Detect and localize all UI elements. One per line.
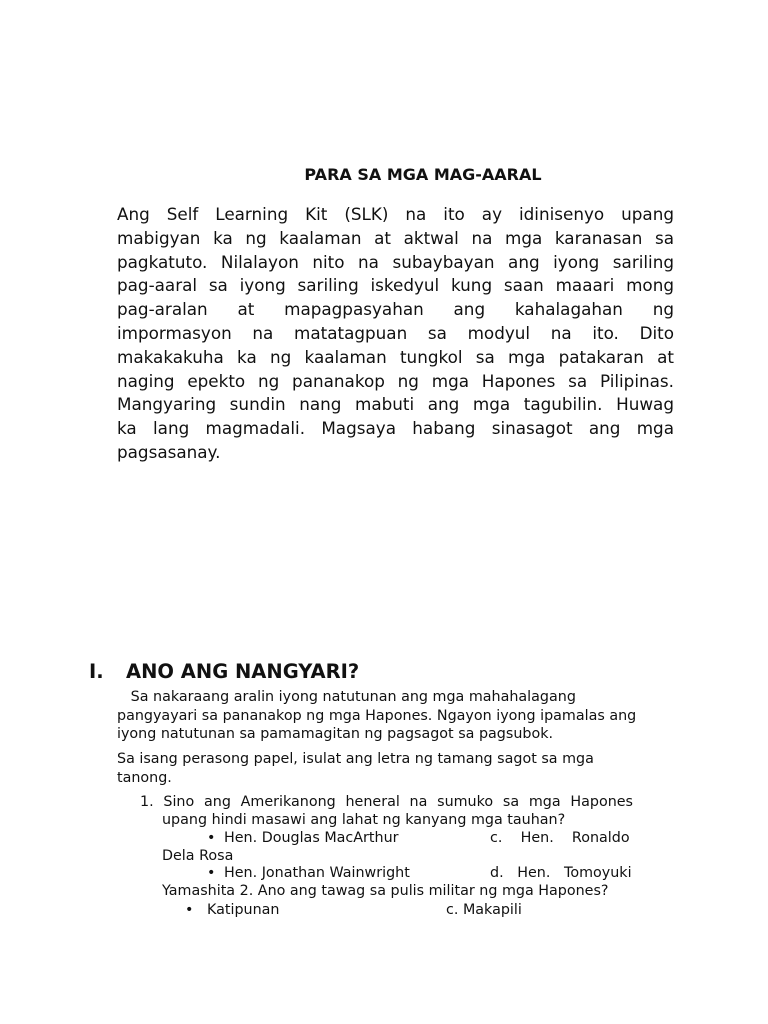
option-a: Hen. Douglas MacArthur xyxy=(224,830,399,846)
intro-line: pagsasanay. xyxy=(117,441,221,462)
bullet-icon: • xyxy=(207,830,216,846)
option-c-continued: Dela Rosa xyxy=(162,848,234,864)
intro-line: Ang Self Learning Kit (SLK) na ito ay idinisenyo upang xyxy=(117,204,674,224)
intro-line: mabigyan ka ng kaalaman at aktwal na mga karanasan sa xyxy=(117,227,674,248)
paragraph-line: tanong. xyxy=(117,769,172,786)
option-d: d. Hen. Tomoyuki xyxy=(490,865,632,881)
intro-line: pag-aralan at mapagpasyahan ang kahalagahan ng xyxy=(117,299,674,320)
intro-paragraph xyxy=(117,203,674,465)
paragraph-line: Sa isang perasong papel, isulat ang letra ng tamang sagot sa mga xyxy=(117,751,594,767)
bullet-icon: • xyxy=(207,865,216,881)
intro-line: makakakuha ka ng kaalaman tungkol sa mga patakaran at xyxy=(117,346,674,367)
section-title: ANO ANG NANGYARI? xyxy=(126,660,360,683)
section-intro-paragraph xyxy=(117,688,677,744)
q2-option-c: c. Makapili xyxy=(446,902,522,918)
paragraph-line: iyong natutunan sa pamamagitan ng pagsagot sa pagsubok. xyxy=(117,726,554,742)
option-b: Hen. Jonathan Wainwright xyxy=(224,865,410,881)
intro-line: pagkatuto. Nilalayon nito na subaybayan ang iyong sariling xyxy=(117,251,674,272)
intro-line: naging epekto ng pananakop ng mga Hapones sa Pilipinas. xyxy=(117,370,674,391)
q2-option-a: Katipunan xyxy=(207,902,280,918)
option-c: c. Hen. Ronaldo xyxy=(490,830,630,846)
intro-line: ka lang magmadali. Magsaya habang sinasagot ang mga xyxy=(117,418,674,439)
section-number: I. xyxy=(89,660,104,683)
intro-line: Mangyaring sundin nang mabuti ang mga tagubilin. Huwag xyxy=(117,394,674,415)
instructions-paragraph xyxy=(117,750,677,787)
intro-line: impormasyon na matatagpuan sa modyul na ito. Dito xyxy=(117,322,674,343)
question-1-line: 1. Sino ang Amerikanong heneral na sumuko sa mga Hapones xyxy=(140,794,633,810)
paragraph-line: pangyayari sa pananakop ng mga Hapones. Ngayon iyong ipamalas ang xyxy=(117,707,637,724)
section-heading xyxy=(89,660,359,683)
question-1-line: upang hindi masawi ang lahat ng kanyang mga tauhan? xyxy=(162,812,566,828)
paragraph-line: Sa nakaraang aralin iyong natutunan ang mga mahahalagang xyxy=(117,689,576,705)
bullet-icon: • xyxy=(185,902,194,918)
intro-line: pag-aaral sa iyong sariling iskedyul kung saan maaari mong xyxy=(117,275,674,296)
option-d-continued-question-2: Yamashita 2. Ano ang tawag sa pulis militar ng mga Hapones? xyxy=(162,883,609,899)
page-title: PARA SA MGA MAG-AARAL xyxy=(304,165,542,184)
